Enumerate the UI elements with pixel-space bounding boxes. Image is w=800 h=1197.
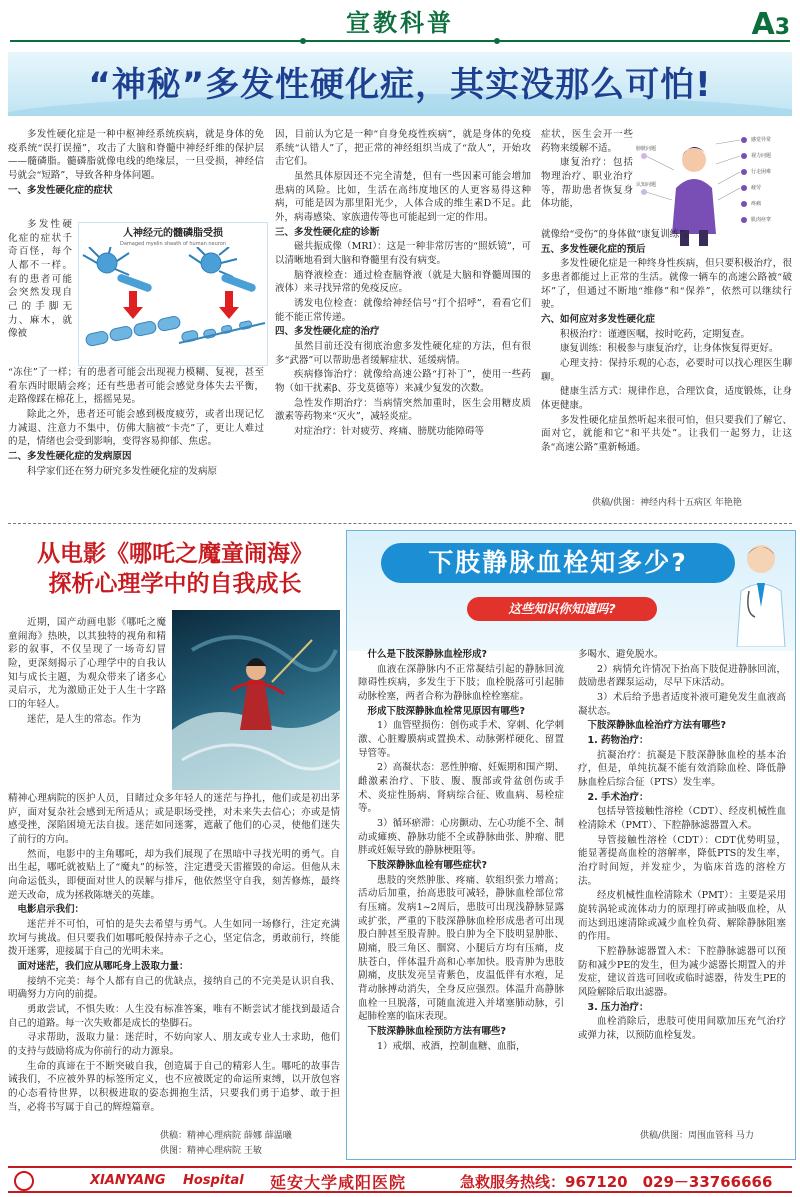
symptom-label: 疼痛 <box>751 201 762 207</box>
paragraph: 1）血管壁损伤：创伤或手术、穿刺、化学刺激、心脏瓣膜病或置换术、动脉粥样硬化、留置导管等。 <box>358 720 564 759</box>
title-line-1: 从电影《哪吒之魔童闹海》 <box>37 541 313 567</box>
page-header <box>0 0 800 44</box>
nezha-movie-still <box>172 610 340 790</box>
arrow-icon <box>219 291 239 319</box>
neuron-illustration <box>79 247 267 365</box>
title-line-2: 探析心理学中的自我成长 <box>48 570 302 597</box>
section-heading: 三、多发性硬化症的诊断 <box>275 226 380 238</box>
dvt-article-subtitle: 这些知识你知道吗? <box>508 601 616 616</box>
main-article-column-1-lower <box>8 366 264 479</box>
paragraph: “冻住”了一样；有的患者可能会出现视力模糊、复视，甚至看东西时眼睛会疼；还有些患者可能会感觉身体失去平衡，走路像踩在棉花上，摇摇晃晃。 <box>8 367 264 406</box>
header-rule-dot <box>494 38 500 44</box>
main-article-credit: 供稿/供图：神经内科十五病区 年艳艳 <box>592 498 742 508</box>
section-divider <box>8 523 792 524</box>
section-heading: 下肢深静脉血栓治疗方法有哪些? <box>587 720 727 732</box>
paragraph: 迷茫，是人生的常态。作为 <box>27 713 142 725</box>
main-article-column-2 <box>275 128 531 440</box>
main-article-column-3 <box>541 228 792 456</box>
paragraph: 患肢的突然肿胀、疼痛、软组织张力增高；活动后加重，抬高患肢可减轻，静脉血栓部位常有压痛。发病1~2周后，患肢可出现浅静脉显露或扩张，严重的下肢深静脉血栓形成患者可出现股白肿甚至股青肿。股白肿为全下肢明显肿胀、剧痛，股三角区、腘窝、小腿后方均有压痛，皮肤苍白，伴体温升高和心率加快。股青肿为患肢剧痛，皮肤发亮呈青紫色，皮温低伴有水疱，足背动脉搏动消失，全身反应强烈。体温升高静脉血栓一旦脱落，可随血流进入并堵塞肺动脉，引起肺栓塞的临床表现。 <box>358 874 564 1023</box>
section-heading: 形成下肢深静脉血栓常见原因有哪些? <box>367 705 526 717</box>
main-article-column-3-narrow <box>541 128 633 212</box>
section-heading: 四、多发性硬化症的治疗 <box>275 326 380 338</box>
section-heading: 一、多发性硬化症的症状 <box>8 184 113 196</box>
dvt-article-column-2 <box>578 648 786 1044</box>
paragraph: 急性发作期治疗：当病情突然加重时，医生会用糖皮质激素等药物来“灭火”，减轻炎症。 <box>275 397 531 423</box>
paragraph: 1）戒烟、戒酒，控制血糖、血脂， <box>377 1040 526 1052</box>
paragraph: 就像给“受伤”的身体做“康复训练”。 <box>541 229 694 240</box>
paragraph: 2）病情允许情况下抬高下肢促进静脉回流，鼓励患者踝泵运动，尽早下床活动。 <box>578 663 786 689</box>
hospital-footer <box>8 1166 792 1193</box>
paragraph: 包括导管接触性溶栓（CDT）、经皮机械性血栓清除术（PMT）、下腔静脉滤器置入术。 <box>578 806 786 832</box>
paragraph: 血液在深静脉内不正常凝结引起的静脉回流障碍性疾病，多发生于下肢；血栓脱落可引起肺动脉栓塞，两者合称为静脉血栓栓塞症。 <box>358 663 564 703</box>
header-rule <box>10 40 790 42</box>
symptom-label: 肌肉痉挛 <box>751 217 772 223</box>
paragraph: 虽然目前还没有彻底治愈多发性硬化症的方法，但有很多“武器”可以帮助患者缓解症状、延缓病情。 <box>275 341 531 366</box>
paragraph: 诱发电位检查：就像给神经信号“打个招呼”，看看它们能不能正常传递。 <box>275 298 531 323</box>
section-heading: 五、多发性硬化症的预后 <box>541 243 646 255</box>
nezha-article-title <box>10 540 340 600</box>
arrow-icon <box>123 291 143 319</box>
nezha-article-credit-2: 供图：精神心理病院 王敏 <box>160 1146 262 1156</box>
page-digit: 3 <box>774 15 790 40</box>
paragraph: 康复治疗：包括物理治疗、职业治疗等，帮助患者恢复身体功能， <box>541 157 633 210</box>
main-article-title: “神秘”多发性硬化症，其实没那么可怕! <box>88 65 712 105</box>
paragraph: 脑脊液检查：通过检查脑脊液（就是大脑和脊髓周围的液体）来寻找异常的免疫反应。 <box>275 269 531 295</box>
paragraph: 血栓消除后，患肢可使用间歇加压充气治疗或弹力袜，以预防血栓复发。 <box>578 1016 786 1042</box>
main-article-column-1-narrow <box>8 218 72 342</box>
paragraph: 多发性硬化症是一种终身性疾病，但只要积极治疗，很多患者都能过上正常的生活。就像一辆车的高速公路被“破坏”了，但通过不断地“维修”和“保养”，依然可以继续行驶。 <box>541 258 792 311</box>
figure-subtitle: Damaged myelin sheath of human neuron <box>120 241 226 247</box>
main-article-banner <box>8 52 792 116</box>
paragraph: 多发性硬化症是一种中枢神经系统疾病，就是身体的免疫系统“误打误撞”，攻击了大脑和脊髓中神经纤维的保护层——髓磷脂。髓磷脂就像电线的绝缘层，一旦受损，神经信号就会“短路”，导致各种身体问题。 <box>8 129 264 182</box>
nezha-article-credit-1: 供稿：精神心理病院 薛娜 薛温曦 <box>160 1131 292 1141</box>
section-heading: 二、多发性硬化症的发病原因 <box>8 451 132 463</box>
footer-city: XIANYANG <box>90 1173 166 1188</box>
section-title: 宣教科普 <box>346 8 454 37</box>
page-letter: A <box>751 7 775 42</box>
paragraph: 3）术后给予患者适度补液可避免发生血液高凝状态。 <box>578 692 786 717</box>
section-heading: 面对迷茫，我们应从哪吒身上汲取力量： <box>17 961 189 973</box>
paragraph: 下腔静脉滤器置入术：下腔静脉滤器可以预防和减少PE的发生，但为减少滤器长期置入的并发症，建议首选可回收或临时滤器，待发生PE的风险解除后取出滤器。 <box>578 946 786 999</box>
symptom-label: 疲劳 <box>751 185 762 191</box>
myelin-damage-figure <box>78 222 268 366</box>
paragraph: 经皮机械性血栓清除术（PMT）：主要是采用旋转涡轮或流体动力的原理打碎或抽吸血栓，从而达到迅速清除或减少血栓负荷、解除静脉阻塞的作用。 <box>578 890 786 943</box>
paragraph: 抗凝治疗：抗凝是下肢深静脉血栓的基本治疗，但是，单纯抗凝不能有效消除血栓、降低静脉血栓后综合征（PTS）发生率。 <box>578 749 786 789</box>
section-heading: 电影启示我们： <box>17 904 85 916</box>
section-heading: 什么是下肢深静脉血栓形成? <box>367 649 488 660</box>
nezha-article-body <box>8 792 340 1115</box>
paragraph: 多发性硬化症的症状千奇百怪，每个人都不一样。有的患者可能会突然发现自己的手脚无力、麻木，就像被 <box>8 219 72 340</box>
paragraph: 寻求帮助，汲取力量：迷茫时，不妨向家人、朋友或专业人士求助，他们的支持与鼓励将成为你前行的动力源泉。 <box>8 1032 340 1058</box>
paragraph: 精神心理病院的医护人员，目睹过众多年轻人的迷茫与挣扎，他们或是初出茅庐，面对复杂社会感到无所适从；或是职场受挫，对未来失去信心；亦或是情感受挫，深陷困境无法自拔。迷茫如同迷雾，遮蔽了他们的心灵，使他们迷失了前行的方向。 <box>8 793 340 846</box>
paragraph: 除此之外，患者还可能会感到极度疲劳，或者出现记忆力减退、注意力不集中，仿佛大脑被“卡壳”了，更让人难过的是，情绪也会受到影响，变得容易抑郁、焦虑。 <box>8 409 264 448</box>
paragraph: 接纳不完美：每个人都有自己的优缺点，接纳自己的不完美是认识自我、明确努力方向的前提。 <box>8 975 340 1001</box>
paragraph: 勇敢尝试，不惧失败：人生没有标准答案，唯有不断尝试才能找到最适合自己的道路。每一次失败都是成长的垫脚石。 <box>8 1004 340 1029</box>
paragraph: 然而，电影中的主角哪吒，却为我们展现了在黑暗中寻找光明的勇气。自出生起，哪吒就被贴上了“魔丸”的标签，注定遭受天雷摧毁的命运。但他从未向命运低头，即便面对世人的误解与排斥，他依然坚守自我，刻苦修炼，最终逆天改命，成为拯救陈塘关的英雄。 <box>8 848 340 901</box>
paragraph: 症状，医生会开一些药物来缓解不适。 <box>541 129 633 154</box>
paragraph: 近期，国产动画电影《哪吒之魔童闹海》热映，以其独特的视角和精彩的叙事，不仅呈现了一场奇幻冒险，更深刻揭示了心理学中的自我认知与成长主题，为观众带来了诸多心灵启示，尤为激励正处于人生十字路口的年轻人。 <box>8 617 166 711</box>
figure-title: 人神经元的髓磷脂受损 <box>123 228 223 239</box>
section-heading: 六、如何应对多发性硬化症 <box>541 314 656 326</box>
section-heading: 1. 药物治疗： <box>587 735 649 747</box>
hospital-logo-icon <box>14 1171 34 1191</box>
main-article-column-1 <box>8 128 264 198</box>
section-heading: 下肢深静脉血栓有哪些症状? <box>367 860 488 872</box>
paragraph: 2）高凝状态：恶性肿瘤、妊娠期和围产期、雌激素治疗、下肢、腹、腹部或骨盆创伤或手术、炎症性肠病、肾病综合征、败血病、易栓症等。 <box>358 762 564 815</box>
paragraph: 多喝水、避免脱水。 <box>578 649 664 660</box>
dvt-article-column-1 <box>358 648 564 1054</box>
paragraph: 科学家们还在努力研究多发性硬化症的发病原 <box>27 465 218 477</box>
dvt-article-title: 下肢静脉血栓知多少? <box>428 548 688 577</box>
symptom-label: 膀胱问题 <box>636 146 657 152</box>
paragraph: 虽然具体原因还不完全清楚，但有一些因素可能会增加患病的风险。比如，生活在高纬度地区的人更容易得这种病，可能是因为那里阳光少，人体合成的维生素D不足。此外，病毒感染、家族遗传等也可能起到一定的作用。 <box>275 171 531 224</box>
symptom-label: 认知问题 <box>636 182 657 188</box>
nezha-illustration <box>172 610 340 790</box>
symptom-label: 视力问题 <box>751 153 772 159</box>
symptom-label: 感觉异常 <box>751 137 772 143</box>
dvt-article-credit: 供稿/供图：周围血管科 马力 <box>640 1131 754 1141</box>
footer-hospital-name: 延安大学咸阳医院 <box>270 1173 407 1192</box>
footer-hotline: 急救服务热线：967120 029－33766666 <box>460 1173 773 1191</box>
paragraph: 对症治疗：针对疲劳、疼痛、膀胱功能障碍等 <box>294 426 485 438</box>
paragraph: 积极治疗：谨遵医嘱，按时吃药，定期复查。 <box>560 328 751 340</box>
section-heading: 2. 手术治疗： <box>587 791 649 803</box>
paragraph: 因，目前认为它是一种“自身免疫性疾病”，就是身体的免疫系统“认错人”了，把正常的神经组织当成了“敌人”，开始攻击它们。 <box>275 129 531 168</box>
paragraph: 康复训练：积极参与康复治疗，让身体恢复得更好。 <box>560 343 779 355</box>
paragraph: 疾病修饰治疗：就像给高速公路“打补丁”，使用一些药物（如干扰素β、芬戈莫德等）来减少复发的次数。 <box>275 369 531 395</box>
paragraph: 生命的真谛在于不断突破自我，创造属于自己的精彩人生。哪吒的故事告诫我们，不应被外界的标签所定义，也不应被既定的命运所束缚，以开放包容的心态看待世界，以积极进取的姿态拥抱生活，只要我们勇于追梦、敢于担当，必将书写属于自己的辉煌篇章。 <box>8 1060 340 1113</box>
paragraph: 心理支持：保持乐观的心态，必要时可以找心理医生聊聊。 <box>541 358 792 383</box>
paragraph: 导管接触性溶栓（CDT）：CDT优势明显，能显著提高血栓的溶解率，降低PTS的发生率，治疗时间短，并发症少，为临床首选的溶栓方法。 <box>578 834 786 887</box>
paragraph: 健康生活方式：规律作息，合理饮食，适度锻炼，让身体更健康。 <box>541 386 792 412</box>
dvt-article-header <box>347 531 795 651</box>
footer-hospital-en: Hospital <box>183 1173 244 1188</box>
paragraph: 磁共振成像（MRI）：这是一种非常厉害的“照妖镜”，可以清晰地看到大脑和脊髓里有没有病变。 <box>275 241 531 267</box>
page-number <box>751 4 790 47</box>
doctor-illustration <box>729 537 793 647</box>
section-heading: 下肢深静脉血栓预防方法有哪些? <box>367 1026 507 1038</box>
header-rule-dot <box>300 38 306 44</box>
paragraph: 多发性硬化症虽然听起来很可怕，但只要我们了解它、面对它，就能和它“和平共处”。让我们一起努力，让这条“高速公路”重新畅通。 <box>541 414 792 454</box>
nezha-article-intro <box>8 616 166 727</box>
paragraph: 迷茫并不可怕，可怕的是失去希望与勇气。人生如同一场修行，注定充满坎坷与挑战。但只要我们如哪吒般保持赤子之心，坚定信念，勇敢前行，终能拨开迷雾，迎接属于自己的光明未来。 <box>8 919 340 958</box>
section-heading: 3. 压力治疗： <box>587 1001 649 1013</box>
symptom-label: 行走困难 <box>751 169 772 175</box>
paragraph: 3）循环瘀滞：心房颤动、左心功能不全、制动或瘫痪、静脉功能不全或静脉曲张、肿瘤、肥胖或妊娠导致的静脉梗阻等。 <box>358 818 564 857</box>
